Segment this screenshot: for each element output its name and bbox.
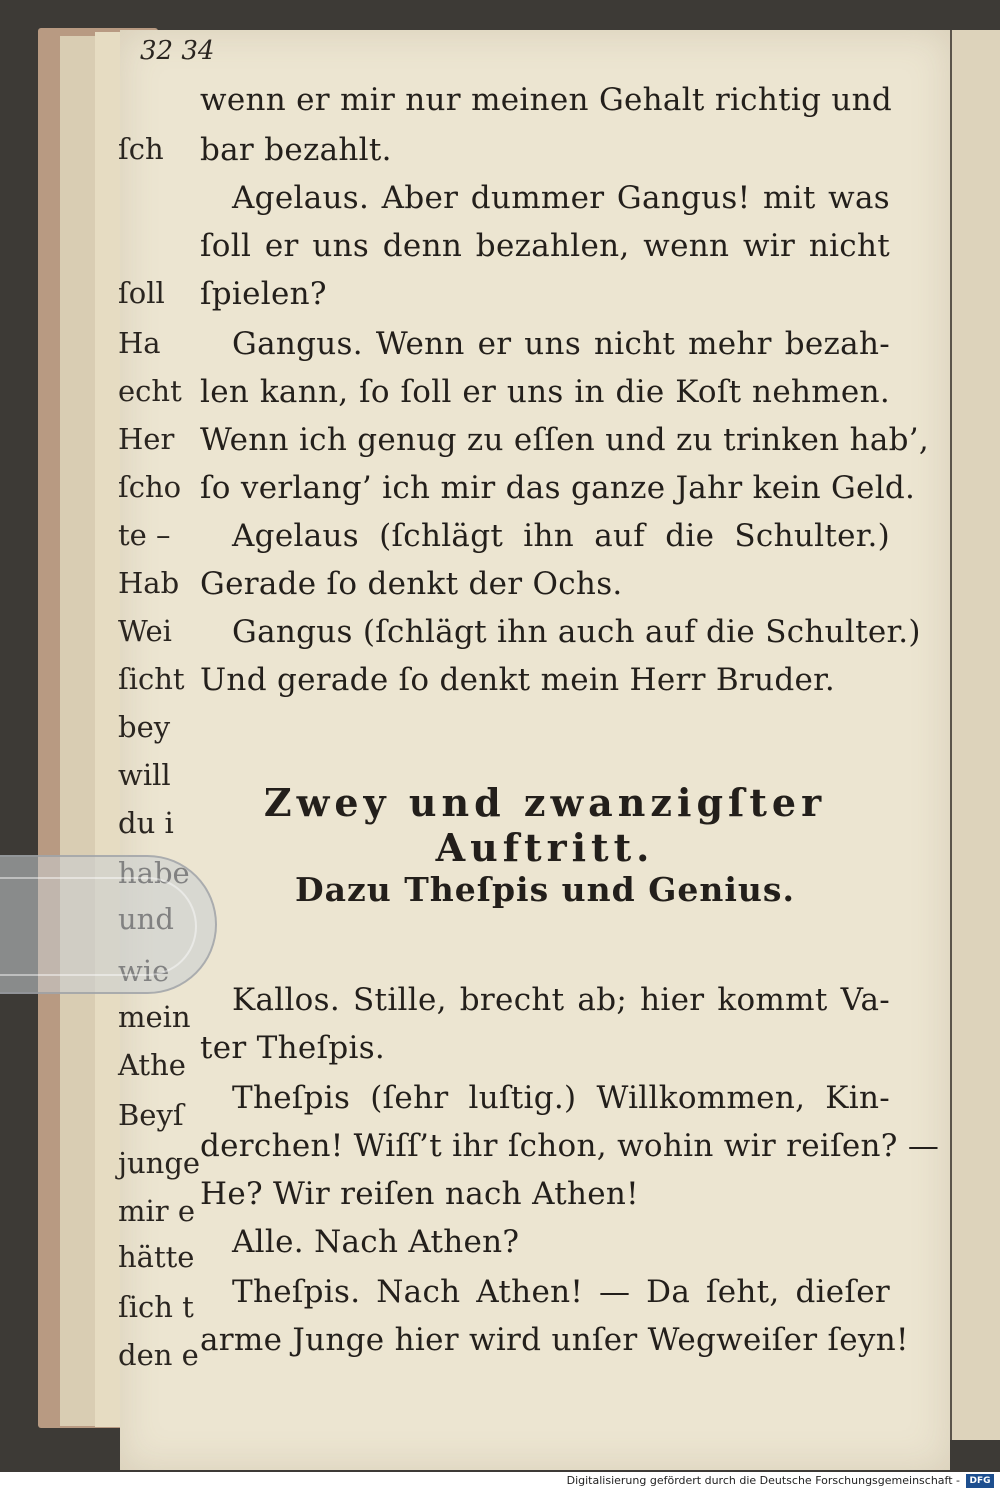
left-fragment: junge: [118, 1146, 201, 1180]
left-fragment: echt: [118, 374, 182, 408]
left-fragment: Her: [118, 422, 175, 456]
facing-page-edge: [950, 30, 1000, 1440]
left-fragment: hätte: [118, 1240, 195, 1274]
left-fragment: mir e: [118, 1194, 196, 1228]
left-fragment: mein: [118, 1000, 191, 1034]
text-line: wenn er mir nur meinen Gehalt richtig und: [200, 82, 893, 118]
text-line: Theſpis. Nach Athen! — Da ſeht, dieſer: [232, 1274, 890, 1310]
left-fragment: ſoll: [118, 276, 165, 310]
text-line: ſpielen?: [200, 276, 327, 312]
left-fragment: den e: [118, 1338, 199, 1372]
text-line: ter Theſpis.: [200, 1030, 386, 1066]
left-fragment: ſicht: [118, 662, 185, 696]
left-fragment: bey: [118, 710, 171, 744]
text-line: Agelaus (ſchlägt ihn auf die Schulter.): [232, 518, 890, 554]
text-line: Wenn ich genug zu eſſen und zu trinken hab’,: [200, 422, 930, 458]
left-fragment: Hab: [118, 566, 180, 600]
left-fragment: du i: [118, 806, 174, 840]
left-fragment: Wei: [118, 614, 172, 648]
text-line: ſo verlang’ ich mir das ganze Jahr kein Geld.: [200, 470, 916, 506]
page-clip: [0, 855, 217, 994]
text-line: bar bezahlt.: [200, 132, 392, 168]
left-fragment: Beyſ: [118, 1098, 184, 1132]
text-line: Gerade ſo denkt der Ochs.: [200, 566, 623, 602]
text-line: Gangus (ſchlägt ihn auch auf die Schulter.): [232, 614, 921, 650]
text-line: len kann, ſo ſoll er uns in die Koſt nehmen.: [200, 374, 890, 410]
text-line: Theſpis (ſehr luſtig.) Willkommen, Kin-: [232, 1080, 890, 1116]
left-fragment: ſich t: [118, 1290, 194, 1324]
footer-credit: Digitalisierung gefördert durch die Deutsche Forschungsgemeinschaft -: [566, 1474, 960, 1487]
text-line: Und gerade ſo denkt mein Herr Bruder.: [200, 662, 836, 698]
footer-bar: [0, 1472, 1000, 1491]
left-fragment: ſcho: [118, 470, 182, 504]
text-line: derchen! Wiſſ’t ihr ſchon, wohin wir reiſen? —: [200, 1128, 940, 1164]
page-number: 32 34: [140, 36, 215, 66]
text-line: Gangus. Wenn er uns nicht mehr bezah-: [232, 326, 890, 362]
dfg-logo: DFG: [966, 1474, 994, 1488]
left-fragment: ſch: [118, 132, 164, 166]
text-line: Alle. Nach Athen?: [232, 1224, 520, 1260]
left-fragment: Athe: [118, 1048, 186, 1082]
left-fragment: will: [118, 758, 171, 792]
text-line: Agelaus. Aber dummer Gangus! mit was: [232, 180, 890, 216]
scene-heading: Zwey und zwanzigſter Auftritt.: [263, 780, 827, 870]
text-line: arme Junge hier wird unſer Wegweiſer ſeyn!: [200, 1322, 909, 1358]
text-line: ſoll er uns denn bezahlen, wenn wir nicht: [200, 228, 890, 264]
left-fragment: Ha: [118, 326, 161, 360]
text-line: He? Wir reiſen nach Athen!: [200, 1176, 639, 1212]
page-clip-inner: [0, 877, 197, 976]
scene-subheading: Dazu Theſpis und Genius.: [295, 870, 795, 909]
left-fragment: te –: [118, 518, 171, 552]
text-line: Kallos. Stille, brecht ab; hier kommt Va-: [232, 982, 890, 1018]
